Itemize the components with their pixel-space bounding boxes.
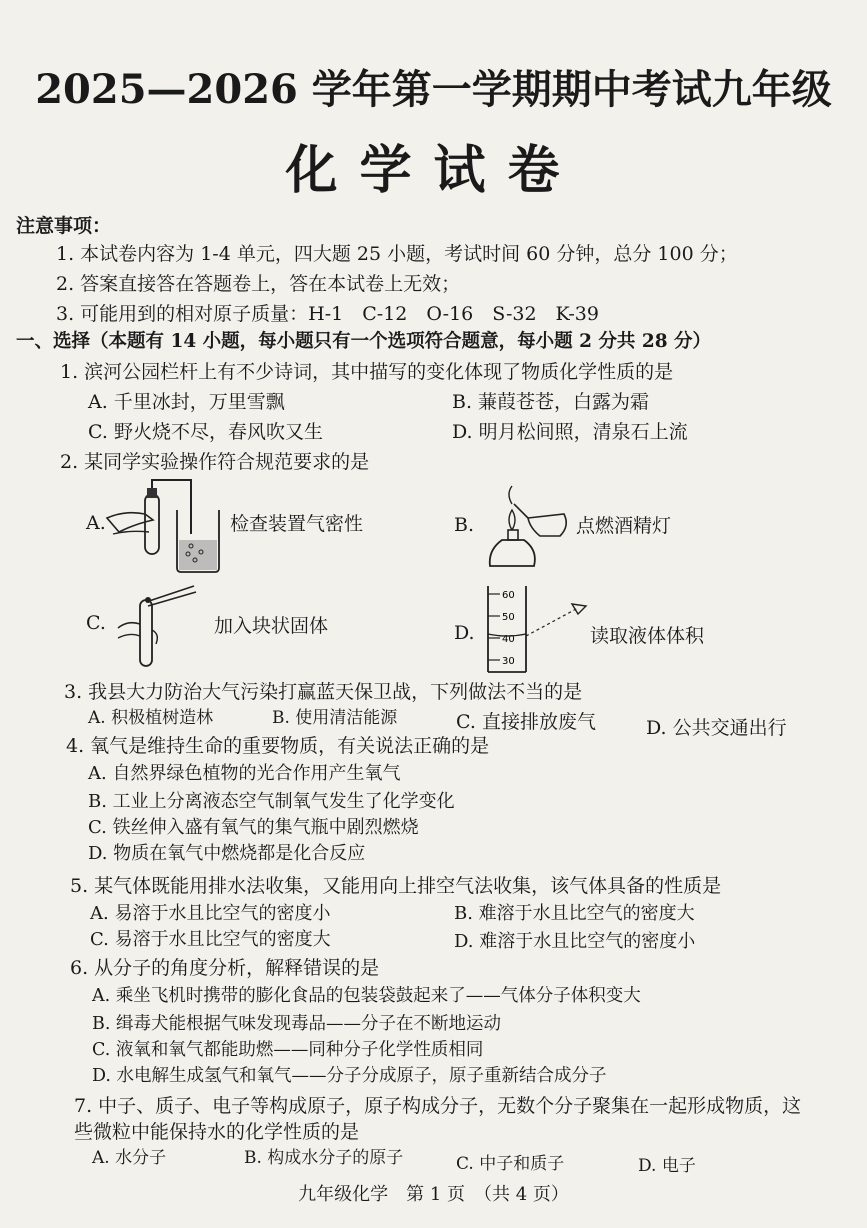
q4-option-a[interactable]: A. 自然界绿色植物的光合作用产生氧气 xyxy=(88,763,401,784)
q4-option-c[interactable]: C. 铁丝伸入盛有氧气的集气瓶中剧烈燃烧 xyxy=(88,817,419,838)
q6-option-c[interactable]: C. 液氧和氧气都能助燃——同种分子化学性质相同 xyxy=(92,1040,484,1060)
q2-figure-label-d: 读取液体体积 xyxy=(590,625,705,647)
q1-option-d[interactable]: D. 明月松间照，清泉石上流 xyxy=(452,421,688,443)
q2-figure-label-b: 点燃酒精灯 xyxy=(576,515,672,537)
q1-option-b[interactable]: B. 蒹葭苍苍，白露为霜 xyxy=(452,391,650,413)
cylinder-tick-50: 50 xyxy=(502,612,515,623)
q5-option-d[interactable]: D. 难溶于水且比空气的密度小 xyxy=(454,931,696,952)
q2-option-a[interactable]: A. xyxy=(86,512,106,534)
q3-option-c[interactable]: C. 直接排放废气 xyxy=(456,711,596,733)
q3-option-b[interactable]: B. 使用清洁能源 xyxy=(272,708,398,728)
q3-option-a[interactable]: A. 积极植树造林 xyxy=(88,708,214,728)
exam-title: 2025—2026 学年第一学期期中考试九年级 xyxy=(35,66,832,113)
q7-option-c[interactable]: C. 中子和质子 xyxy=(456,1154,565,1174)
q1-option-c[interactable]: C. 野火烧不尽，春风吹又生 xyxy=(88,421,323,443)
cylinder-tick-40: 40 xyxy=(502,634,515,645)
airtight-check-figure xyxy=(105,474,235,574)
page-footer: 九年级化学 第 1 页 （共 4 页） xyxy=(298,1184,569,1205)
q7-option-d[interactable]: D. 电子 xyxy=(638,1156,696,1176)
q1-option-a[interactable]: A. 千里冰封，万里雪飘 xyxy=(88,391,285,413)
q2-figure-label-a: 检查装置气密性 xyxy=(230,513,364,535)
cylinder-tick-30: 30 xyxy=(502,656,515,667)
q2-option-c[interactable]: C. xyxy=(86,612,106,634)
q5-option-c[interactable]: C. 易溶于水且比空气的密度大 xyxy=(90,929,331,950)
section-heading: 一、选择（本题有 14 小题，每小题只有一个选项符合题意，每小题 2 分共 28 分） xyxy=(16,331,712,352)
q3-option-d[interactable]: D. 公共交通出行 xyxy=(646,717,787,739)
note-item-3: 3. 可能用到的相对原子质量：H-1 C-12 O-16 S-32 K-39 xyxy=(56,303,599,325)
graduated-cylinder-figure xyxy=(482,586,592,676)
cylinder-tick-60: 60 xyxy=(502,590,515,601)
question-2-stem: 2. 某同学实验操作符合规范要求的是 xyxy=(60,451,370,473)
q4-option-d[interactable]: D. 物质在氧气中燃烧都是化合反应 xyxy=(88,843,366,864)
q5-option-a[interactable]: A. 易溶于水且比空气的密度小 xyxy=(90,903,331,924)
note-item-2: 2. 答案直接答在答题卷上，答在本试卷上无效； xyxy=(56,273,461,295)
question-1-stem: 1. 滨河公园栏杆上有不少诗词，其中描写的变化体现了物质化学性质的是 xyxy=(60,361,674,383)
q4-option-b[interactable]: B. 工业上分离液态空气制氧气发生了化学变化 xyxy=(88,791,455,812)
question-7-stem-cont: 些微粒中能保持水的化学性质的是 xyxy=(74,1121,360,1143)
solid-addition-figure xyxy=(112,584,212,674)
q6-option-b[interactable]: B. 缉毒犬能根据气味发现毒品——分子在不断地运动 xyxy=(92,1014,501,1034)
alcohol-lamp-figure xyxy=(484,474,574,574)
question-7-stem: 7. 中子、质子、电子等构成原子，原子构成分子，无数个分子聚集在一起形成物质，这 xyxy=(74,1095,802,1117)
q6-option-d[interactable]: D. 水电解生成氢气和氧气——分子分成原子，原子重新结合成分子 xyxy=(92,1066,607,1086)
q5-option-b[interactable]: B. 难溶于水且比空气的密度大 xyxy=(454,903,695,924)
q7-option-b[interactable]: B. 构成水分子的原子 xyxy=(244,1148,404,1168)
question-3-stem: 3. 我县大力防治大气污染打赢蓝天保卫战，下列做法不当的是 xyxy=(64,681,583,703)
question-6-stem: 6. 从分子的角度分析，解释错误的是 xyxy=(70,957,380,979)
question-4-stem: 4. 氧气是维持生命的重要物质，有关说法正确的是 xyxy=(66,735,490,757)
notes-heading: 注意事项： xyxy=(16,215,112,237)
q7-option-a[interactable]: A. 水分子 xyxy=(92,1148,167,1168)
q2-option-b[interactable]: B. xyxy=(454,514,475,536)
q2-figure-label-c: 加入块状固体 xyxy=(214,615,329,637)
exam-subtitle: 化学试卷 xyxy=(285,140,582,201)
note-item-1: 1. 本试卷内容为 1-4 单元，四大题 25 小题，考试时间 60 分钟，总分 100 分； xyxy=(56,243,738,265)
q2-option-d[interactable]: D. xyxy=(454,622,475,644)
question-5-stem: 5. 某气体既能用排水法收集，又能用向上排空气法收集，该气体具备的性质是 xyxy=(70,875,722,897)
q6-option-a[interactable]: A. 乘坐飞机时携带的膨化食品的包装袋鼓起来了——气体分子体积变大 xyxy=(92,986,641,1006)
